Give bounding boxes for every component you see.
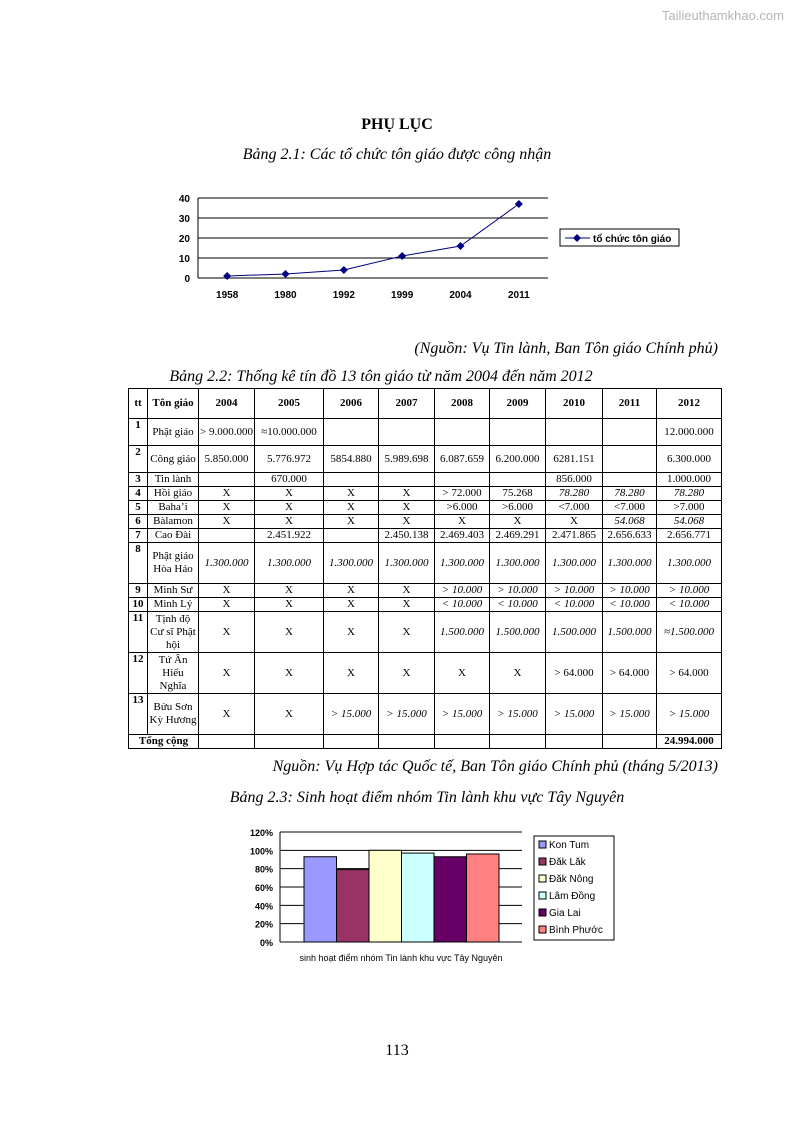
table-cell: < 10.000: [603, 598, 657, 612]
total-row: [129, 735, 722, 749]
source-note-2: Nguồn: Vụ Hợp tác Quốc tế, Ban Tôn giáo Chính phủ (tháng 5/2013): [272, 758, 718, 775]
source-note-1: (Nguồn: Vụ Tin lành, Ban Tôn giáo Chính phủ): [414, 340, 718, 357]
table-cell: >6.000: [435, 501, 490, 515]
table-cell: 6.087.659: [435, 446, 490, 473]
table-cell: 5.776.972: [255, 446, 324, 473]
table-cell: Hồi giáo: [148, 487, 199, 501]
table-cell: X: [199, 487, 255, 501]
table-cell: > 10.000: [435, 584, 490, 598]
legend-label: tổ chức tôn giáo: [593, 234, 672, 245]
caption-table-2-2: Bảng 2.2: Thống kê tín đồ 13 tôn giáo từ năm 2004 đến năm 2012: [169, 368, 593, 385]
table-cell: 8: [129, 543, 148, 584]
y-tick-label: 60%: [254, 883, 273, 893]
table-row: [129, 501, 722, 515]
table-cell: X: [199, 612, 255, 653]
x-tick-label: 1958: [216, 290, 239, 301]
table-cell: Phật giáo: [148, 419, 199, 446]
table-row: [129, 419, 722, 446]
table-cell: 856.000: [546, 473, 603, 487]
legend-label: Lâm Đồng: [549, 891, 596, 902]
bar: [304, 857, 337, 942]
page-title: PHỤ LỤC: [361, 116, 433, 133]
table-cell: X: [324, 653, 379, 694]
y-tick-label: 100%: [249, 846, 273, 857]
table-cell: [379, 735, 435, 749]
page-number: 113: [385, 1042, 409, 1059]
table-cell: 1.500.000: [490, 612, 546, 653]
column-header: 2006: [324, 389, 379, 419]
religion-statistics-table: [128, 388, 722, 749]
table-cell: X: [379, 501, 435, 515]
table-row: [129, 446, 722, 473]
table-cell: [324, 529, 379, 543]
table-cell: [490, 473, 546, 487]
table-cell: X: [255, 584, 324, 598]
y-tick-label: 20: [178, 234, 190, 245]
y-tick-label: 80%: [254, 864, 273, 875]
table-cell: [490, 419, 546, 446]
table-cell: X: [490, 653, 546, 694]
legend-swatch: [539, 909, 546, 916]
table-row: [129, 543, 722, 584]
data-point: [340, 266, 348, 274]
data-point: [515, 200, 523, 208]
table-cell: X: [255, 487, 324, 501]
table-cell: X: [199, 598, 255, 612]
table-cell: < 10.000: [657, 598, 722, 612]
table-cell: 5.989.698: [379, 446, 435, 473]
table-cell: Bửu Sơn Kỳ Hương: [148, 694, 199, 735]
table-cell: [324, 473, 379, 487]
table-cell: 6.300.000: [657, 446, 722, 473]
bar: [402, 853, 435, 942]
table-cell: Tin lành: [148, 473, 199, 487]
table-cell: 2: [129, 446, 148, 473]
y-tick-label: 30: [178, 214, 190, 225]
table-cell: 6281.151: [546, 446, 603, 473]
table-cell: > 15.000: [324, 694, 379, 735]
table-cell: Bàlamon: [148, 515, 199, 529]
table-cell: > 64.000: [603, 653, 657, 694]
table-row: [129, 694, 722, 735]
table-cell: 1.300.000: [379, 543, 435, 584]
data-point: [282, 270, 290, 278]
data-point: [398, 252, 406, 260]
watermark: Tailieuthamkhao.com: [661, 8, 784, 23]
column-header: 2011: [603, 389, 657, 419]
table-row: [129, 653, 722, 694]
table-cell: 5: [129, 501, 148, 515]
table-cell: 1.300.000: [657, 543, 722, 584]
table-cell: X: [255, 694, 324, 735]
table-cell: 1.000.000: [657, 473, 722, 487]
data-point: [223, 272, 231, 280]
y-tick-label: 20%: [254, 919, 273, 930]
table-cell: 2.656.633: [603, 529, 657, 543]
table-cell: > 10.000: [546, 584, 603, 598]
table-cell: 2.471.865: [546, 529, 603, 543]
legend-swatch: [539, 892, 546, 899]
table-cell: [546, 419, 603, 446]
table-cell: 2.451.922: [255, 529, 324, 543]
total-label: Tổng cộng: [129, 735, 199, 749]
table-cell: [603, 473, 657, 487]
table-cell: Công giáo: [148, 446, 199, 473]
table-cell: [490, 735, 546, 749]
table-cell: X: [255, 612, 324, 653]
table-cell: 6.200.000: [490, 446, 546, 473]
bar: [369, 850, 402, 942]
x-tick-label: 2004: [449, 290, 472, 301]
table-cell: [199, 529, 255, 543]
table-cell: X: [199, 653, 255, 694]
table-cell: > 15.000: [490, 694, 546, 735]
table-cell: > 15.000: [657, 694, 722, 735]
table-cell: > 15.000: [603, 694, 657, 735]
table-cell: X: [255, 501, 324, 515]
table-cell: 12: [129, 653, 148, 694]
table-cell: X: [255, 515, 324, 529]
table-cell: 670.000: [255, 473, 324, 487]
table-cell: X: [379, 598, 435, 612]
table-cell: 9: [129, 584, 148, 598]
table-cell: [435, 735, 490, 749]
table-cell: 1.500.000: [603, 612, 657, 653]
column-header: 2007: [379, 389, 435, 419]
column-header: 2012: [657, 389, 722, 419]
table-cell: X: [379, 515, 435, 529]
table-row: [129, 515, 722, 529]
table-cell: 2.469.403: [435, 529, 490, 543]
y-tick-label: 40%: [254, 901, 273, 912]
table-cell: > 72.000: [435, 487, 490, 501]
table-cell: 6: [129, 515, 148, 529]
legend-label: Gia Lai: [549, 908, 581, 919]
table-cell: [603, 446, 657, 473]
table-cell: > 15.000: [546, 694, 603, 735]
legend-swatch: [539, 841, 546, 848]
table-cell: 5854.880: [324, 446, 379, 473]
table-cell: [435, 473, 490, 487]
x-tick-label: 1999: [391, 290, 414, 301]
table-cell: [199, 735, 255, 749]
table-cell: Tứ Ân Hiếu Nghĩa: [148, 653, 199, 694]
table-cell: <7.000: [546, 501, 603, 515]
table-cell: <7.000: [603, 501, 657, 515]
y-tick-label: 120%: [249, 828, 273, 838]
table-cell: 5.850.000: [199, 446, 255, 473]
table-cell: X: [546, 515, 603, 529]
y-tick-label: 10: [178, 254, 190, 265]
table-cell: < 10.000: [490, 598, 546, 612]
table-cell: X: [435, 653, 490, 694]
table-cell: 78.280: [657, 487, 722, 501]
table-cell: X: [255, 653, 324, 694]
table-cell: [435, 419, 490, 446]
table-cell: > 64.000: [657, 653, 722, 694]
table-cell: [324, 735, 379, 749]
table-cell: 7: [129, 529, 148, 543]
table-cell: 2.450.138: [379, 529, 435, 543]
table-cell: > 10.000: [657, 584, 722, 598]
column-header: 2008: [435, 389, 490, 419]
table-cell: Phật giáo Hòa Hảo: [148, 543, 199, 584]
line-chart: [0, 0, 794, 320]
legend-label: Đăk Lăk: [549, 857, 586, 868]
table-cell: 1: [129, 419, 148, 446]
table-cell: X: [324, 501, 379, 515]
table-cell: X: [379, 584, 435, 598]
column-header: 2005: [255, 389, 324, 419]
table-cell: 3: [129, 473, 148, 487]
table-cell: X: [324, 612, 379, 653]
legend-label: Đăk Nông: [549, 874, 594, 885]
caption-table-2-1: Bảng 2.1: Các tổ chức tôn giáo được công nhận: [242, 146, 552, 163]
table-cell: 1.300.000: [255, 543, 324, 584]
legend-swatch: [539, 858, 546, 865]
column-header: 2009: [490, 389, 546, 419]
table-cell: 13: [129, 694, 148, 735]
table-cell: 1.300.000: [199, 543, 255, 584]
table-cell: Minh Sư: [148, 584, 199, 598]
table-cell: [255, 735, 324, 749]
table-cell: X: [379, 653, 435, 694]
table-cell: 11: [129, 612, 148, 653]
x-tick-label: 1980: [274, 290, 297, 301]
table-cell: Baha’i: [148, 501, 199, 515]
table-cell: ≈10.000.000: [255, 419, 324, 446]
data-point: [457, 242, 465, 250]
table-cell: [379, 419, 435, 446]
table-cell: < 10.000: [435, 598, 490, 612]
caption-table-2-3: Bảng 2.3: Sinh hoạt điểm nhóm Tin lành khu vực Tây Nguyên: [229, 789, 625, 806]
table-cell: > 15.000: [435, 694, 490, 735]
table-cell: [546, 735, 603, 749]
bar: [434, 857, 467, 942]
table-cell: 2.656.771: [657, 529, 722, 543]
table-cell: Minh Lý: [148, 598, 199, 612]
table-cell: 10: [129, 598, 148, 612]
table-cell: 4: [129, 487, 148, 501]
table-cell: >6.000: [490, 501, 546, 515]
x-tick-label: 1992: [332, 290, 355, 301]
y-tick-label: 40: [178, 194, 190, 205]
column-header: 2004: [199, 389, 255, 419]
column-header: tt: [129, 389, 148, 419]
table-cell: >7.000: [657, 501, 722, 515]
table-cell: 78.280: [603, 487, 657, 501]
table-cell: X: [435, 515, 490, 529]
table-cell: 1.300.000: [603, 543, 657, 584]
table-cell: 1.500.000: [435, 612, 490, 653]
table-cell: X: [379, 612, 435, 653]
table-row: [129, 487, 722, 501]
table-cell: ≈1.500.000: [657, 612, 722, 653]
y-tick-label: 0: [184, 274, 190, 285]
y-tick-label: 0%: [259, 938, 273, 948]
x-category-label: sinh hoạt điểm nhóm Tin lành khu vực Tây Nguyên: [299, 953, 503, 963]
series-line: [227, 204, 519, 276]
table-cell: [199, 473, 255, 487]
table-cell: X: [199, 584, 255, 598]
table-cell: 78.280: [546, 487, 603, 501]
table-cell: < 10.000: [546, 598, 603, 612]
table-cell: X: [199, 515, 255, 529]
table-cell: [603, 735, 657, 749]
legend-swatch: [539, 875, 546, 882]
table-cell: X: [324, 515, 379, 529]
table-cell: 1.300.000: [435, 543, 490, 584]
table-cell: 12.000.000: [657, 419, 722, 446]
table-row: [129, 584, 722, 598]
table-cell: 1.300.000: [546, 543, 603, 584]
table-cell: X: [324, 584, 379, 598]
table-cell: > 9.000.000: [199, 419, 255, 446]
column-header: 2010: [546, 389, 603, 419]
table-cell: [379, 473, 435, 487]
table-cell: 1.500.000: [546, 612, 603, 653]
bar-chart: [0, 820, 794, 980]
table-cell: 1.300.000: [324, 543, 379, 584]
table-cell: [603, 419, 657, 446]
table-cell: 54.068: [657, 515, 722, 529]
table-row: [129, 529, 722, 543]
table-cell: > 15.000: [379, 694, 435, 735]
table-row: [129, 598, 722, 612]
table-cell: 75.268: [490, 487, 546, 501]
column-header: Tôn giáo: [148, 389, 199, 419]
table-cell: Cao Đài: [148, 529, 199, 543]
table-cell: Tịnh độ Cư sĩ Phật hội: [148, 612, 199, 653]
legend-swatch: [539, 926, 546, 933]
total-value: 24.994.000: [657, 735, 722, 749]
bar: [467, 854, 500, 942]
table-row: [129, 612, 722, 653]
table-cell: X: [255, 598, 324, 612]
table-cell: > 64.000: [546, 653, 603, 694]
table-cell: 2.469.291: [490, 529, 546, 543]
table-cell: > 10.000: [603, 584, 657, 598]
table-cell: X: [199, 694, 255, 735]
table-cell: [324, 419, 379, 446]
legend-label: Kon Tum: [549, 840, 590, 851]
bar: [337, 870, 370, 942]
table-row: [129, 473, 722, 487]
table-cell: X: [199, 501, 255, 515]
table-cell: 54.068: [603, 515, 657, 529]
table-cell: X: [490, 515, 546, 529]
table-cell: X: [324, 487, 379, 501]
x-tick-label: 2011: [507, 290, 530, 301]
table-cell: X: [324, 598, 379, 612]
table-cell: X: [379, 487, 435, 501]
legend-label: Bình Phước: [549, 925, 603, 936]
table-cell: > 10.000: [490, 584, 546, 598]
table-cell: 1.300.000: [490, 543, 546, 584]
